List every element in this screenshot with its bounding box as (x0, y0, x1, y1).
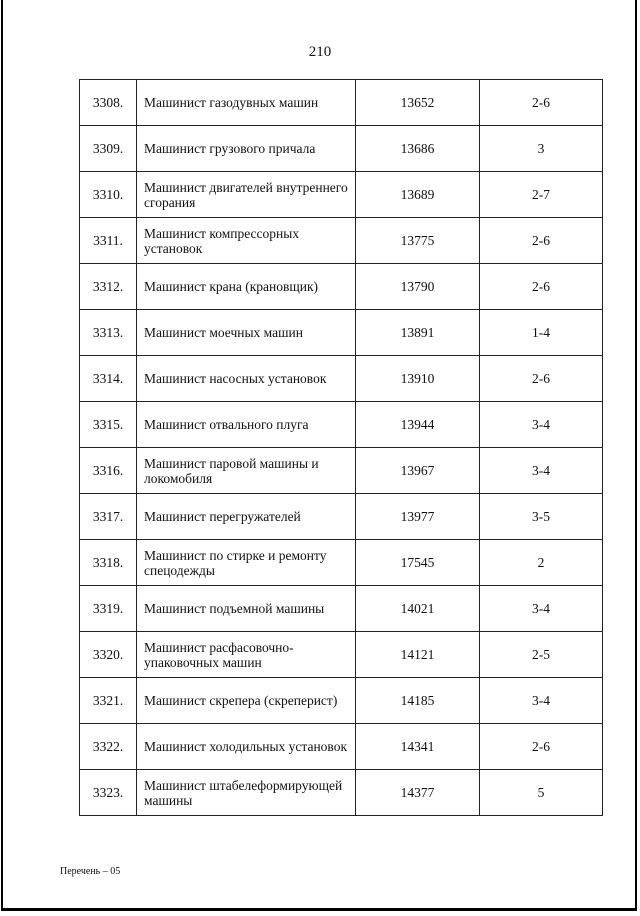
grade-range: 2-7 (480, 172, 603, 218)
row-number: 3312. (80, 264, 137, 310)
profession-table (79, 79, 603, 816)
profession-name: Машинист газодувных машин (137, 80, 356, 126)
profession-code: 13689 (356, 172, 480, 218)
profession-name: Машинист отвального плуга (137, 402, 356, 448)
profession-name: Машинист двигателей внутреннего сгорания (137, 172, 356, 218)
profession-code: 13790 (356, 264, 480, 310)
profession-code: 13686 (356, 126, 480, 172)
grade-range: 2-6 (480, 218, 603, 264)
row-number: 3320. (80, 632, 137, 678)
grade-range: 5 (480, 770, 603, 816)
profession-code: 14341 (356, 724, 480, 770)
profession-name: Машинист насосных установок (137, 356, 356, 402)
profession-name: Машинист штабелеформирующей машины (137, 770, 356, 816)
table-row (80, 172, 603, 218)
profession-code: 13910 (356, 356, 480, 402)
table-row (80, 264, 603, 310)
table-row (80, 310, 603, 356)
row-number: 3311. (80, 218, 137, 264)
row-number: 3309. (80, 126, 137, 172)
profession-code: 13967 (356, 448, 480, 494)
grade-range: 2-6 (480, 724, 603, 770)
profession-code: 13891 (356, 310, 480, 356)
table-row (80, 218, 603, 264)
profession-name: Машинист холодильных установок (137, 724, 356, 770)
grade-range: 2-6 (480, 356, 603, 402)
profession-name: Машинист компрессорных установок (137, 218, 356, 264)
page-number: 210 (308, 44, 332, 60)
table-row (80, 494, 603, 540)
table-row (80, 402, 603, 448)
row-number: 3313. (80, 310, 137, 356)
row-number: 3318. (80, 540, 137, 586)
table-row (80, 126, 603, 172)
table-row (80, 770, 603, 816)
profession-name: Машинист перегружателей (137, 494, 356, 540)
profession-code: 14377 (356, 770, 480, 816)
profession-code: 13775 (356, 218, 480, 264)
profession-code: 14021 (356, 586, 480, 632)
profession-name: Машинист по стирке и ремонту спецодежды (137, 540, 356, 586)
profession-name: Машинист моечных машин (137, 310, 356, 356)
profession-name: Машинист расфасовочно-упаковочных машин (137, 632, 356, 678)
row-number: 3308. (80, 80, 137, 126)
profession-code: 13652 (356, 80, 480, 126)
grade-range: 2-6 (480, 80, 603, 126)
profession-code: 13944 (356, 402, 480, 448)
table-row (80, 356, 603, 402)
table-row (80, 724, 603, 770)
grade-range: 3-4 (480, 402, 603, 448)
table-row (80, 632, 603, 678)
table-row (80, 586, 603, 632)
profession-name: Машинист крана (крановщик) (137, 264, 356, 310)
table-row (80, 678, 603, 724)
row-number: 3310. (80, 172, 137, 218)
table-row (80, 540, 603, 586)
profession-name: Машинист паровой машины и локомобиля (137, 448, 356, 494)
grade-range: 2-5 (480, 632, 603, 678)
row-number: 3319. (80, 586, 137, 632)
grade-range: 3-4 (480, 678, 603, 724)
table-body (80, 80, 603, 816)
grade-range: 2 (480, 540, 603, 586)
profession-name: Машинист подъемной машины (137, 586, 356, 632)
grade-range: 1-4 (480, 310, 603, 356)
grade-range: 2-6 (480, 264, 603, 310)
grade-range: 3-4 (480, 448, 603, 494)
grade-range: 3-4 (480, 586, 603, 632)
profession-code: 14121 (356, 632, 480, 678)
table-row (80, 80, 603, 126)
row-number: 3316. (80, 448, 137, 494)
row-number: 3321. (80, 678, 137, 724)
profession-code: 14185 (356, 678, 480, 724)
table-row (80, 448, 603, 494)
profession-name: Машинист грузового причала (137, 126, 356, 172)
row-number: 3322. (80, 724, 137, 770)
profession-code: 13977 (356, 494, 480, 540)
row-number: 3317. (80, 494, 137, 540)
grade-range: 3 (480, 126, 603, 172)
profession-name: Машинист скрепера (скреперист) (137, 678, 356, 724)
row-number: 3314. (80, 356, 137, 402)
row-number: 3315. (80, 402, 137, 448)
page-footer: Перечень – 05 (60, 866, 121, 877)
profession-code: 17545 (356, 540, 480, 586)
grade-range: 3-5 (480, 494, 603, 540)
row-number: 3323. (80, 770, 137, 816)
